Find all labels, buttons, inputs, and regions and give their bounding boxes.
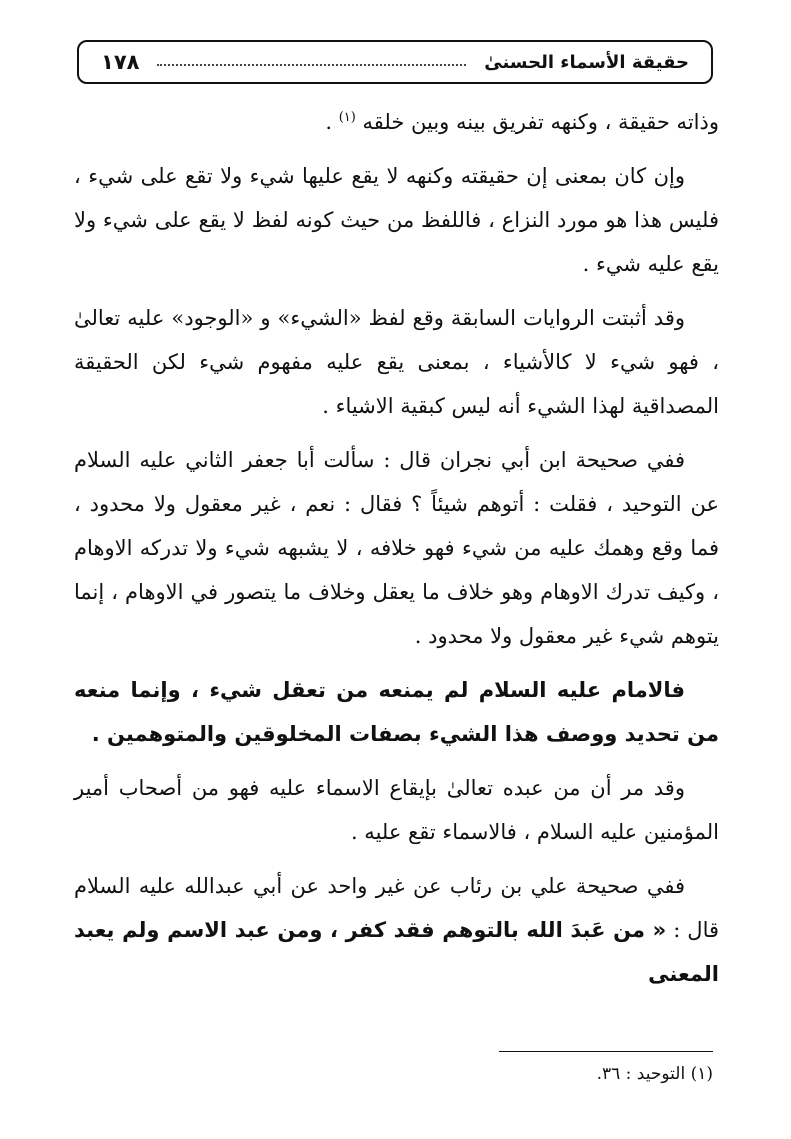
header-dotted-leader	[157, 64, 466, 66]
bold-quote: « من عَبدَ الله بالتوهم فقد كفر ، ومن عبد الاسم ولم يعبد المعنى	[74, 918, 719, 986]
footnote: (١) التوحيد : ٣٦.	[596, 1064, 713, 1084]
footnote-divider	[499, 1051, 713, 1052]
paragraph-text: ففي صحيحة علي بن رئاب عن غير واحد عن أبي عبدالله عليه السلام قال :	[74, 874, 720, 942]
page-header	[77, 40, 713, 84]
running-title: حقيقة الأسماء الحسنىٰ	[484, 51, 689, 73]
bold-paragraph: فالامام عليه السلام لم يمنعه من تعقل شيء ، وإنما منعه من تحديد ووصف هذا الشيء بصفات المخلوقين والمتوهمين .	[74, 678, 719, 746]
paragraph: ففي صحيحة ابن أبي نجران قال : سألت أبا جعفر الثاني عليه السلام عن التوحيد ، فقلت : أتوهم شيئاً ؟ فقال : نعم ، غير معقول ولا محدود ، فما وقع وهمك عليه من شيء فهو خلافه ، لا يشبهه شيء ولا تدركه الاوهام ، وكيف تدرك الاوهام وهو خلاف ما يعقل وخلاف ما يتصور في الاوهام ، إنما يتوهم شيء غير معقول ولا محدود .	[74, 448, 719, 648]
paragraph	[74, 864, 719, 996]
paragraph-end: .	[325, 110, 339, 134]
paragraph: وإن كان بمعنى إن حقيقته وكنهه لا يقع عليها شيء ولا تقع على شيء ، فليس هذا هو مورد النزاع ، فاللفظ من حيث كونه لفظ لا يقع على شيء ولا يقع عليه شيء .	[74, 164, 719, 276]
body-text	[74, 100, 719, 1006]
paragraph: وقد أثبتت الروايات السابقة وقع لفظ «الشيء» و «الوجود» عليه تعالىٰ ، فهو شيء لا كالأشياء ، بمعنى يقع عليه مفهوم شيء لكن الحقيقة المصداقية لهذا الشيء أنه ليس كبقية الاشياء .	[74, 306, 719, 418]
paragraph-text: وذاته حقيقة ، وكنهه تفريق بينه وبين خلقه	[355, 110, 719, 134]
paragraph: وقد مر أن من عبده تعالىٰ بإيقاع الاسماء عليه فهو من أصحاب أمير المؤمنين عليه السلام ، فالاسماء تقع عليه .	[74, 776, 719, 844]
page-number: ١٧٨	[101, 50, 140, 74]
footnote-reference: (١)	[338, 110, 356, 125]
paragraph	[74, 100, 719, 144]
